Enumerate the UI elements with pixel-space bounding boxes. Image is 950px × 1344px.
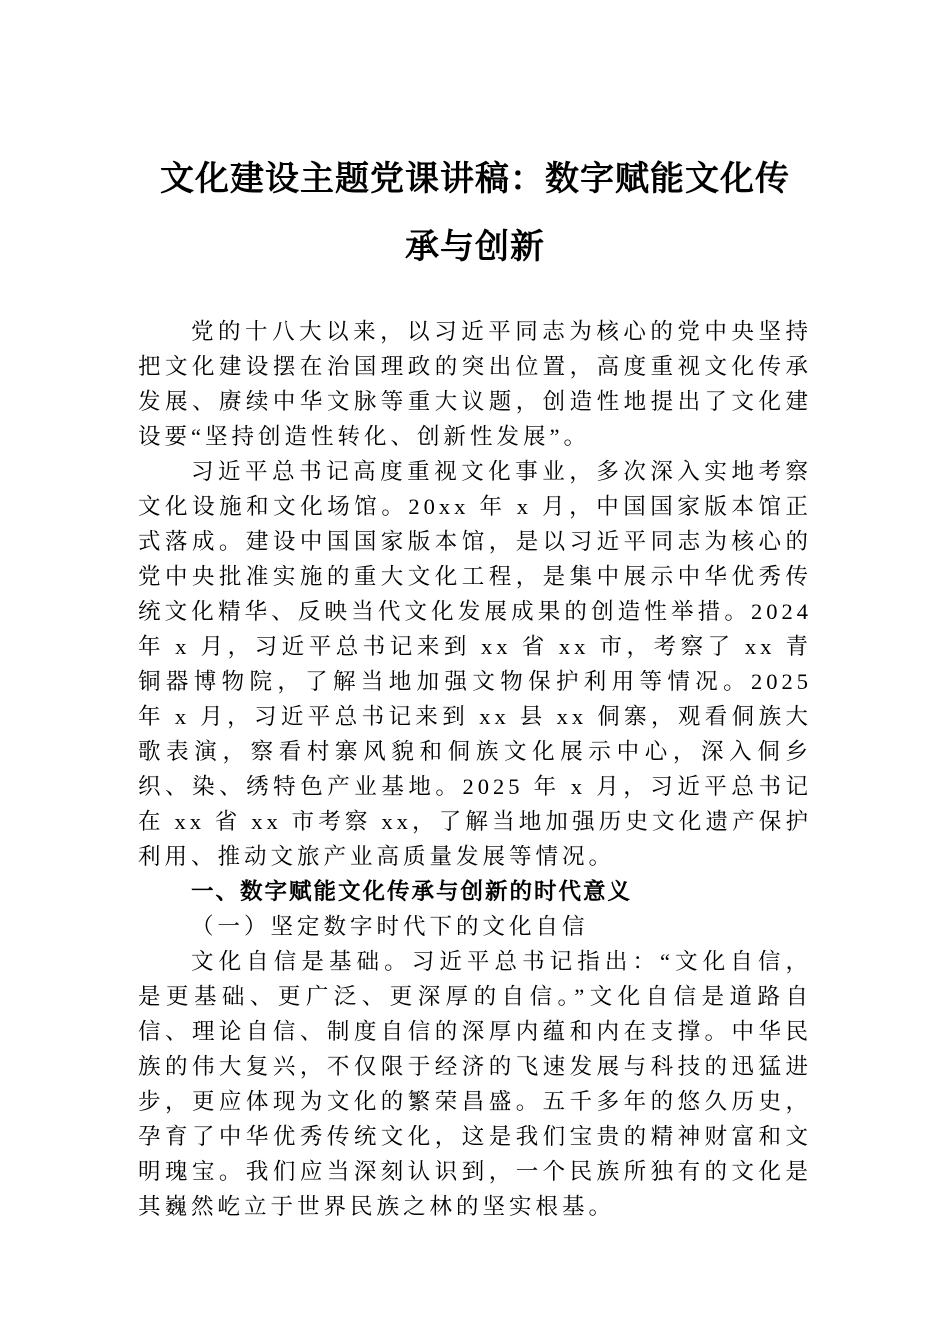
document-title-line-1: 文化建设主题党课讲稿：数字赋能文化传 <box>160 161 790 198</box>
document-body <box>138 314 812 1224</box>
document-title-line-2: 承与创新 <box>405 229 545 266</box>
subsection-heading-1-1: （一）坚定数字时代下的文化自信 <box>191 914 589 939</box>
document-title <box>138 146 812 282</box>
paragraph-inspections: 习近平总书记高度重视文化事业，多次深入实地考察文化设施和文化场馆。20xx 年 x 月，中国国家版本馆正式落成。建设中国国家版本馆，是以习近平同志为核心的党中央批准实施的重大文化工程，是集中展示中华优秀传统文化精华、反映当代文化发展成果的创造性举措。2024 年 x 月，习近平总书记来到 xx 省 xx 市，考察了 xx 青铜器博物院，了解当地加强文物保护利用等情况。2025 年 x 月，习近平总书记来到 xx 县 xx 侗寨，观看侗族大歌表演，察看村寨风貌和侗族文化展示中心，深入侗乡织、染、绣特色产业基地。2025 年 x 月，习近平总书记在 xx 省 xx 市考察 xx，了解当地加强历史文化遗产保护利用、推动文旅产业高质量发展等情况。 <box>138 459 812 869</box>
section-heading-1: 一、数字赋能文化传承与创新的时代意义 <box>191 879 633 904</box>
paragraph-intro: 党的十八大以来，以习近平同志为核心的党中央坚持把文化建设摆在治国理政的突出位置，高度重视文化传承发展、赓续中华文脉等重大议题，创造性地提出了文化建设要“坚持创造性转化、创新性发展”。 <box>138 319 812 449</box>
paragraph-cultural-confidence: 文化自信是基础。习近平总书记指出：“文化自信，是更基础、更广泛、更深厚的自信。”文化自信是道路自信、理论自信、制度自信的深厚内蕴和内在支撑。中华民族的伟大复兴，不仅限于经济的飞速发展与科技的迅猛进步，更应体现为文化的繁荣昌盛。五千多年的悠久历史，孕育了中华优秀传统文化，这是我们宝贵的精神财富和文明瑰宝。我们应当深刻认识到，一个民族所独有的文化是其巍然屹立于世界民族之林的坚实根基。 <box>138 949 812 1219</box>
